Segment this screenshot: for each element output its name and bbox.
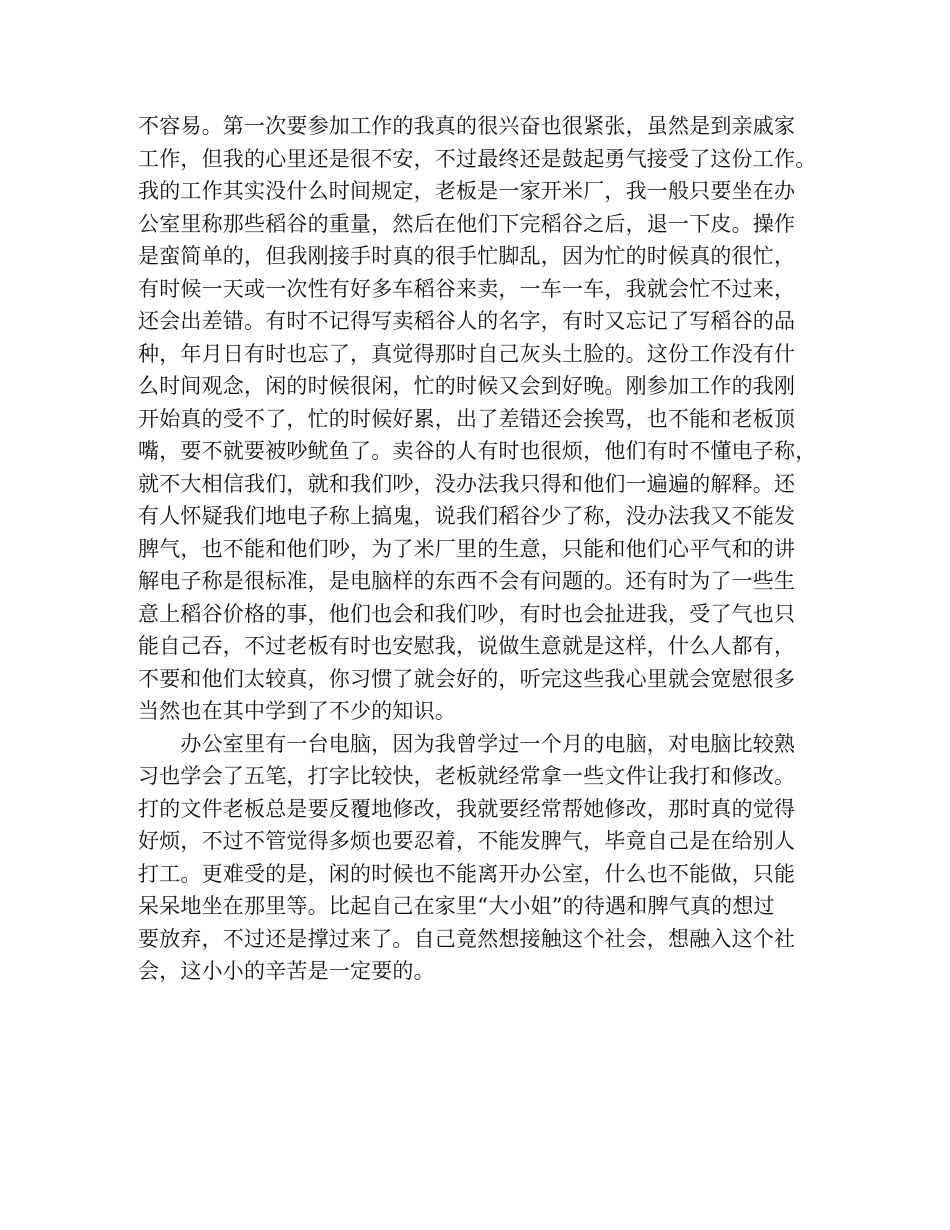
paragraph-1	[138, 110, 828, 728]
text-line: 意上稻谷价格的事，他们也会和我们吵，有时也会扯进我，受了气也只	[138, 601, 796, 626]
text-line: 办公室里有一台电脑，因为我曾学过一个月的电脑，对电脑比较熟	[138, 731, 796, 756]
text-line: 好烦，不过不管觉得多烦也要忍着，不能发脾气，毕竟自己是在给别人	[138, 829, 796, 853]
text-line: 我的工作其实没什么时间规定，老板是一家开米厂，我一般只要坐在办	[138, 179, 796, 203]
text-line: 有时候一天或一次性有好多车稻谷来卖，一车一车，我就会忙不过来，	[138, 276, 796, 301]
paragraph-2	[138, 728, 828, 988]
text-line: 还会出差错。有时不记得写卖稻谷人的名字，有时又忘记了写稻谷的品	[138, 309, 796, 333]
text-line: 开始真的受不了，忙的时候好累，出了差错还会挨骂，也不能和老板顶	[138, 406, 796, 431]
text-line: 当然也在其中学到了不少的知识。	[138, 699, 456, 723]
text-line: 打的文件老板总是要反覆地修改，我就要经常帮她修改，那时真的觉得	[138, 796, 796, 821]
text-line: 有人怀疑我们地电子称上搞鬼，说我们稻谷少了称，没办法我又不能发	[138, 504, 796, 528]
text-line: 嘴，要不就要被吵鱿鱼了。卖谷的人有时也很烦，他们有时不懂电子称，	[138, 439, 817, 463]
text-line: 种，年月日有时也忘了，真觉得那时自己灰头土脸的。这份工作没有什	[138, 341, 796, 366]
text-line: 不容易。第一次要参加工作的我真的很兴奋也很紧张，虽然是到亲戚家	[138, 114, 796, 138]
text-line: 习也学会了五笔，打字比较快，老板就经常拿一些文件让我打和修改。	[138, 764, 796, 788]
text-line: 要放弃，不过还是撑过来了。自己竟然想接触这个社会，想融入这个社	[138, 926, 796, 951]
text-line: 不要和他们太较真，你习惯了就会好的，听完这些我心里就会宽慰很多	[138, 666, 796, 691]
text-line: 是蛮简单的，但我刚接手时真的很手忙脚乱，因为忙的时候真的很忙，	[138, 244, 796, 268]
document-body	[138, 110, 828, 988]
text-line: 呆呆地坐在那里等。比起自己在家里“大小姐”的待遇和脾气真的想过	[138, 894, 775, 918]
text-line: 公室里称那些稻谷的重量，然后在他们下完稻谷之后，退一下皮。操作	[138, 211, 796, 236]
text-line: 脾气，也不能和他们吵，为了米厂里的生意，只能和他们心平气和的讲	[138, 536, 796, 561]
text-line: 解电子称是很标准，是电脑样的东西不会有问题的。还有时为了一些生	[138, 569, 796, 593]
text-line: 么时间观念，闲的时候很闲，忙的时候又会到好晚。刚参加工作的我刚	[138, 374, 796, 398]
text-line: 打工。更难受的是，闲的时候也不能离开办公室，什么也不能做，只能	[138, 861, 796, 886]
text-line: 会，这小小的辛苦是一定要的。	[138, 959, 435, 983]
text-line: 能自己吞，不过老板有时也安慰我，说做生意就是这样，什么人都有，	[138, 634, 796, 658]
text-line: 工作，但我的心里还是很不安，不过最终还是鼓起勇气接受了这份工作。	[138, 146, 817, 171]
text-line: 就不大相信我们，就和我们吵，没办法我只得和他们一遍遍的解释。还	[138, 471, 796, 496]
